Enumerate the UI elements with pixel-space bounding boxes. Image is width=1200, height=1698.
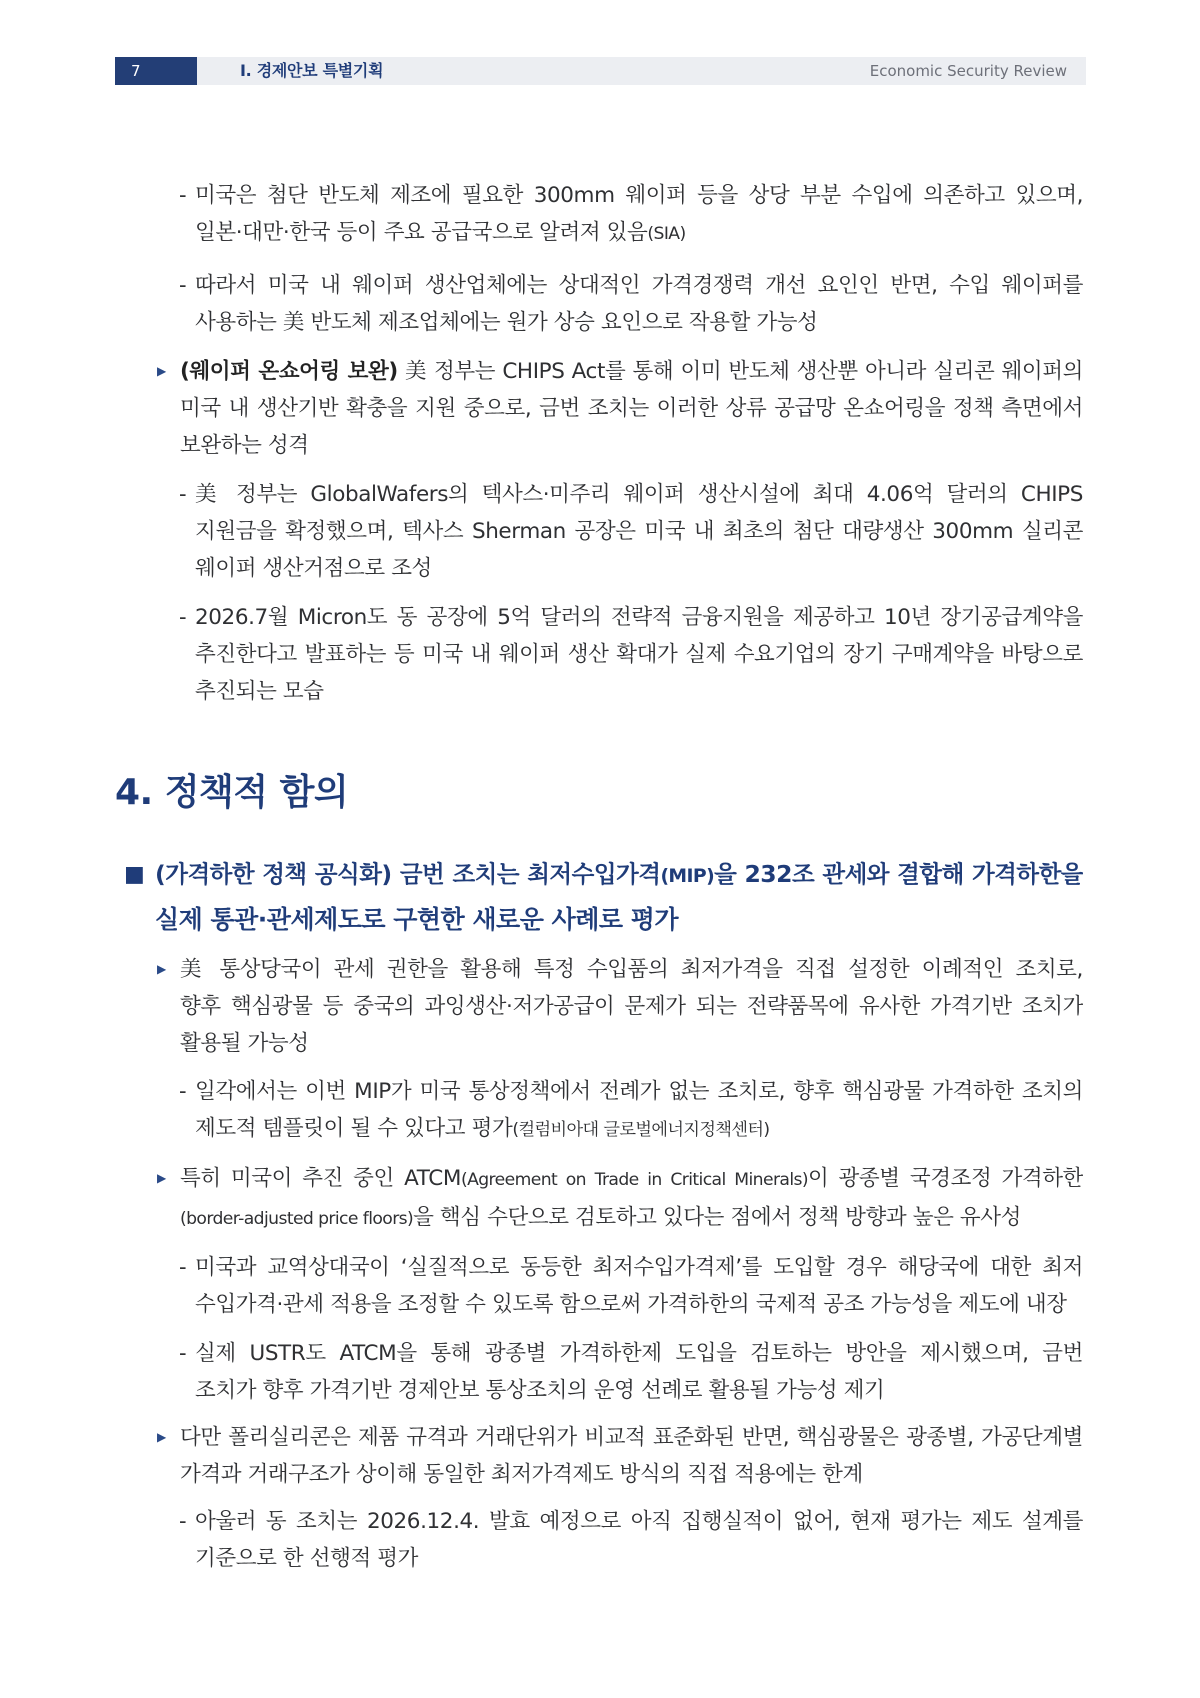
body-text-line: 조치가 향후 가격기반 경제안보 통상조치의 운영 선례로 활용될 가능성 제기 <box>195 1377 885 1403</box>
body-text-line <box>180 1160 1083 1199</box>
dash-marker: - <box>179 481 187 506</box>
square-bullet-icon: ■ <box>124 861 145 887</box>
body-text-line: 추진되는 모습 <box>195 678 324 704</box>
abbreviation: (MIP) <box>660 865 715 887</box>
key-finding-line: 실제 통관·관세제도로 구현한 새로운 사례로 평가 <box>155 904 679 934</box>
body-text-line: 수입가격·관세 적용을 조정할 수 있도록 함으로써 가격하한의 국제적 공조 가능성을 제도에 내장 <box>195 1291 1067 1317</box>
body-text-line: 실제 USTR도 ATCM을 통해 광종별 가격하한제 도입을 검토하는 방안을 제시했으며, 금번 <box>195 1340 1083 1366</box>
body-text-line: 사용하는 美 반도체 제조업체에는 원가 상승 요인으로 작용할 가능성 <box>195 309 818 335</box>
body-text-line <box>195 1110 1083 1149</box>
running-header <box>115 57 1086 85</box>
body-text-line: 일각에서는 이번 MIP가 미국 통상정책에서 전례가 없는 조치로, 향후 핵심광물 가격하한 조치의 <box>195 1078 1083 1104</box>
body-text: 美 정부는 CHIPS Act를 통해 이미 반도체 생산뿐 아니라 실리콘 웨이퍼의 <box>405 358 1083 384</box>
body-text-line: 美 정부는 GlobalWafers의 텍사스·미주리 웨이퍼 생산시설에 최대 4.06억 달러의 CHIPS <box>195 481 1083 507</box>
sub-bullet-item <box>0 1249 1200 1323</box>
body-text-line: 2026.7월 Micron도 동 공장에 5억 달러의 전략적 금융지원을 제공하고 10년 장기공급계약을 <box>195 604 1083 630</box>
page-number-box <box>115 57 197 85</box>
bullet-item <box>0 951 1200 1062</box>
body-text-line: 미국과 교역상대국이 ‘실질적으로 동등한 최저수입가격제’를 도입할 경우 해당국에 대한 최저 <box>195 1254 1083 1280</box>
page-number: 7 <box>131 62 141 80</box>
body-text-line: 다만 폴리실리콘은 제품 규격과 거래단위가 비교적 표준화된 반면, 핵심광물은 광종별, 가공단계별 <box>180 1424 1083 1450</box>
body-text: 제도적 템플릿이 될 수 있다고 평가 <box>195 1115 513 1141</box>
body-text-line: 향후 핵심광물 등 중국의 과잉생산·저가공급이 문제가 되는 전략품목에 유사한 가격기반 조치가 <box>180 993 1083 1019</box>
bullet-item <box>0 1419 1200 1493</box>
dash-marker: - <box>179 1340 187 1365</box>
body-text: 특히 미국이 추진 중인 ATCM <box>180 1165 461 1191</box>
item-label: (웨이퍼 온쇼어링 보완) <box>180 358 398 384</box>
publication-title: Economic Security Review <box>869 62 1067 80</box>
sub-bullet-item <box>0 599 1200 710</box>
sub-bullet-item <box>0 267 1200 341</box>
body-text: 이 광종별 국경조정 가격하한 <box>808 1165 1083 1191</box>
dash-marker: - <box>179 1254 187 1279</box>
triangle-bullet-icon: ▶ <box>157 1429 167 1444</box>
triangle-bullet-icon: ▶ <box>157 363 167 378</box>
sub-bullet-item <box>0 1503 1200 1577</box>
english-term: (border-adjusted price floors) <box>180 1208 414 1229</box>
triangle-bullet-icon: ▶ <box>157 961 167 976</box>
sub-bullet-item <box>0 1335 1200 1409</box>
body-text-line: 웨이퍼 생산거점으로 조성 <box>195 555 432 581</box>
section-title: Ⅰ. 경제안보 특별기획 <box>240 61 384 80</box>
key-finding-line <box>155 853 1083 898</box>
section-heading: 4. 정책적 함의 <box>115 771 349 813</box>
body-text-line: 지원금을 확정했으며, 텍사스 Sherman 공장은 미국 내 최초의 첨단 대량생산 300mm 실리콘 <box>195 518 1083 544</box>
citation: (SIA) <box>647 223 686 244</box>
body-text-line: 추진한다고 발표하는 등 미국 내 웨이퍼 생산 확대가 실제 수요기업의 장기 구매계약을 바탕으로 <box>195 641 1083 667</box>
body-text-line: 활용될 가능성 <box>180 1030 309 1056</box>
body-text-line: 보완하는 성격 <box>180 432 309 458</box>
dash-marker: - <box>179 604 187 629</box>
dash-marker: - <box>179 1078 187 1103</box>
dash-marker: - <box>179 1508 187 1533</box>
abbreviation-expansion: (Agreement on Trade in Critical Minerals) <box>460 1169 808 1190</box>
key-finding-text: (가격하한 정책 공식화) 금번 조치는 최저수입가격 <box>155 859 661 888</box>
body-text-line <box>180 353 1083 390</box>
body-text-line: 기준으로 한 선행적 평가 <box>195 1545 418 1571</box>
body-text: 일본·대만·한국 등이 주요 공급국으로 알려져 있음 <box>195 219 648 245</box>
body-text-line <box>180 1199 1083 1238</box>
citation: (컬럼비아대 글로벌에너지정책센터) <box>512 1119 770 1140</box>
bullet-item <box>0 1160 1200 1238</box>
body-text-line: 美 통상당국이 관세 권한을 활용해 특정 수입품의 최저가격을 직접 설정한 이례적인 조치로, <box>180 956 1083 982</box>
body-text-line: 미국 내 생산기반 확충을 지원 중으로, 금번 조치는 이러한 상류 공급망 온쇼어링을 정책 측면에서 <box>180 395 1083 421</box>
key-finding <box>0 853 1200 941</box>
body-text-line: 아울러 동 조치는 2026.12.4. 발효 예정으로 아직 집행실적이 없어, 현재 평가는 제도 설계를 <box>195 1508 1083 1534</box>
triangle-bullet-icon: ▶ <box>157 1170 167 1185</box>
sub-bullet-item <box>0 177 1200 253</box>
bullet-item <box>0 353 1200 464</box>
dash-marker: - <box>179 272 187 297</box>
body-text-line: 따라서 미국 내 웨이퍼 생산업체에는 상대적인 가격경쟁력 개선 요인인 반면, 수입 웨이퍼를 <box>195 272 1083 298</box>
body-content <box>0 177 1200 1577</box>
body-text-line <box>195 214 1083 253</box>
body-text-line: 미국은 첨단 반도체 제조에 필요한 300mm 웨이퍼 등을 상당 부분 수입에 의존하고 있으며, <box>195 182 1083 208</box>
body-text-line: 가격과 거래구조가 상이해 동일한 최저가격제도 방식의 직접 적용에는 한계 <box>180 1461 863 1487</box>
sub-bullet-item <box>0 476 1200 587</box>
sub-bullet-item <box>0 1073 1200 1149</box>
dash-marker: - <box>179 182 187 207</box>
body-text: 을 핵심 수단으로 검토하고 있다는 점에서 정책 방향과 높은 유사성 <box>413 1204 1021 1230</box>
key-finding-text: 을 232조 관세와 결합해 가격하한을 <box>714 859 1083 888</box>
